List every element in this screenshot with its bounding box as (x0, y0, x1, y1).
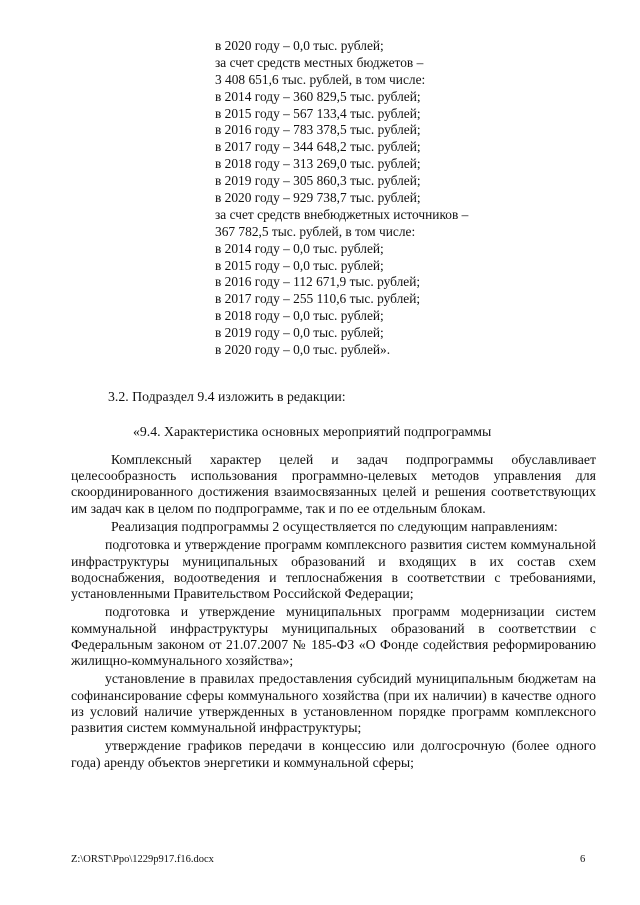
paragraph: утверждение графиков передачи в концессию или долгосрочную (более одного года) аренду объектов энергетики и коммунальной сферы; (71, 738, 596, 770)
funding-line: в 2015 году – 567 133,4 тыс. рублей; (215, 105, 421, 121)
paragraph: подготовка и утверждение программ комплексного развития систем коммунальной инфраструктуры муниципальных образований и входящих в их состав схем водоснабжения, водоотведения и теплоснабжения в соответствии с требованиями, установленными Правительством Российской Федерации; (71, 537, 596, 601)
funding-line: 3 408 651,6 тыс. рублей, в том числе: (215, 71, 426, 87)
subsection-heading: 3.2. Подраздел 9.4 изложить в редакции: (108, 389, 346, 404)
funding-line: в 2018 году – 0,0 тыс. рублей; (215, 308, 384, 324)
funding-line: в 2019 году – 305 860,3 тыс. рублей; (215, 173, 421, 189)
page-number: 6 (580, 854, 586, 865)
funding-line: за счет средств местных бюджетов – (215, 54, 424, 70)
funding-list (215, 38, 468, 359)
funding-line: в 2016 году – 112 671,9 тыс. рублей; (215, 274, 421, 290)
paragraph: Реализация подпрограммы 2 осуществляется по следующим направлениям: (111, 519, 558, 534)
funding-line: в 2015 году – 0,0 тыс. рублей; (215, 257, 384, 273)
paragraph: Комплексный характер целей и задач подпрограммы обуславливает целесообразность использования программно-целевых методов управления для скоординированного достижения взаимосвязанных целей и решения соответствующих им задач как в целом по подпрограмме, так и по ее отдельным блокам. (71, 452, 596, 516)
funding-line: в 2017 году – 255 110,6 тыс. рублей; (215, 291, 421, 307)
funding-line: в 2020 году – 929 738,7 тыс. рублей; (215, 190, 421, 206)
section-title: «9.4. Характеристика основных мероприятий подпрограммы (133, 424, 492, 439)
body-text (71, 452, 596, 773)
funding-line: в 2019 году – 0,0 тыс. рублей; (215, 325, 384, 341)
funding-line: в 2020 году – 0,0 тыс. рублей». (215, 342, 391, 358)
funding-line: в 2016 году – 783 378,5 тыс. рублей; (215, 122, 421, 138)
footer-file-path: Z:\ORST\Ppo\1229p917.f16.docx (71, 854, 214, 865)
funding-line: в 2020 году – 0,0 тыс. рублей; (215, 38, 384, 53)
funding-line: в 2018 году – 313 269,0 тыс. рублей; (215, 156, 421, 172)
paragraph: установление в правилах предоставления субсидий муниципальным бюджетам на софинансирование сферы коммунального хозяйства (при их наличии) в качестве одного из условий наличие утвержденных в установленном порядке программ комплексного развития систем коммунальной инфраструктуры; (71, 671, 596, 735)
funding-line: в 2014 году – 360 829,5 тыс. рублей; (215, 88, 421, 104)
funding-line: 367 782,5 тыс. рублей, в том числе: (215, 223, 416, 239)
paragraph: подготовка и утверждение муниципальных программ модернизации систем коммунальной инфраструктуры муниципальных образований в соответствии с Федеральным законом от 21.07.2007 № 185-ФЗ «О Фонде содействия реформированию жилищно-коммунального хозяйства»; (71, 604, 596, 668)
funding-line: в 2014 году – 0,0 тыс. рублей; (215, 240, 384, 256)
funding-line: в 2017 году – 344 648,2 тыс. рублей; (215, 139, 421, 155)
funding-line: за счет средств внебюджетных источников – (215, 206, 469, 222)
